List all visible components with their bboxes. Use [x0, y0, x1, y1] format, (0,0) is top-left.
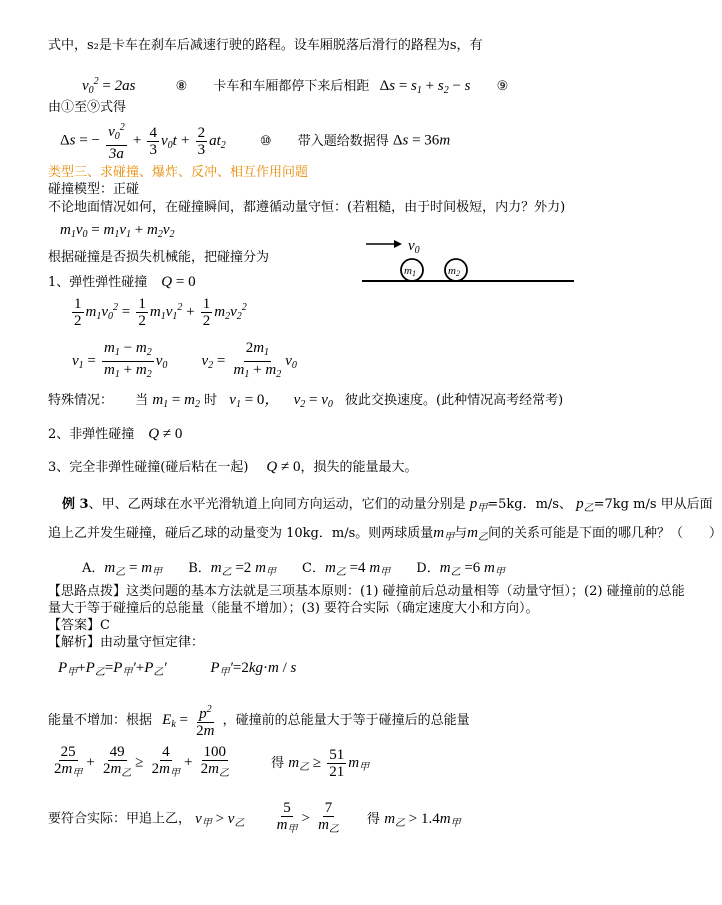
section-heading: 类型三、求碰撞、爆炸、反冲、相互作用问题 [48, 165, 309, 180]
analysis: 【解析】由动量守恒定律： [48, 635, 205, 650]
v0-label: $v_0$ [408, 238, 420, 256]
example-3-line-2: 追上乙并发生碰撞，碰后乙球的动量变为 10kg．m/s。则两球质量$m_甲$与$m_乙$间的关系可能是下面的哪几种？（ ） [48, 525, 722, 543]
eq8-number: ⑧ [175, 79, 188, 94]
equation-10: Δs = − $\frac{v_0^2}{3a}$ + $\frac{4}{3}$ $v_0t$ + $\frac{2}{3}$ $at_2$ ⑩ 带入题给数据得 Δs = 36m [60, 122, 451, 162]
hint-line-1: 【思路点拨】这类问题的基本方法就是三项基本原则：(1) 碰撞前后总动量相等（动量守恒）；(2) 碰撞前的总能 [48, 584, 685, 599]
momentum-equation: $m_1v_0 = m_1v_1 + m_2v_2$ [60, 222, 175, 240]
momentum-rule: 不论地面情况如何，在碰撞瞬间，都遵循动量守恒：(若粗糙，由于时间极短，内力？外力) [48, 200, 566, 215]
eq10-text: 带入题给数据得 [297, 133, 389, 149]
hint-line-2: 量大于等于碰撞后的总能量（能量不增加）；(3) 要符合实际（确定速度大小和方向）。 [48, 601, 539, 616]
energy-conservation-eq: $\frac{1}{2}$ $m_1v_0^2$ = $\frac{1}{2}$ $m_1v_1^2$ + $\frac{1}{2}$ $m_2v_2^2$ [74, 296, 247, 329]
text-line-1: 式中，s₂是卡车在刹车后减速行驶的路程。设车厢脱落后滑行的路程为s，有 [48, 38, 483, 53]
arrow-head-icon [394, 240, 402, 248]
inelastic-heading: 2、非弹性碰撞 Q ≠ 0 [48, 426, 183, 442]
collision-diagram [360, 234, 580, 294]
classify-text: 根据碰撞是否损失机械能，把碰撞分为 [48, 250, 270, 265]
m1-label: m1 [404, 265, 416, 278]
eq9-number: ⑨ [496, 79, 509, 94]
equation-8: $v_0^2 = 2as$ ⑧ 卡车和车厢都停下来后相距 $\Delta s = s_1 + s_2 - s$ ⑨ [82, 76, 509, 96]
eq10-number: ⑩ [259, 133, 272, 149]
energy-inequality: $\frac{25}{2m_甲}$ + $\frac{49}{2m_乙}$ ≥ $\frac{4}{2m_甲}$ + $\frac{100}{2m_乙}$ 得 $m_乙$ ≥ $\frac{51}{21}$ $m_甲$ [54, 744, 370, 780]
answer: 【答案】C [48, 618, 110, 633]
options: A．$m_乙 = m_甲$ B．$m_乙 =2$ $m_甲$ C．$m_乙 =4$ $m_甲$ D．$m_乙 =6$ $m_甲$ [82, 560, 505, 578]
velocity-results: $v_1$ = $\frac{m_1 - m_2}{m_1 + m_2}$ $v_0$ $v_2$ = $\frac{2m_1}{m_1 + m_2}$ $v_0$ [72, 340, 297, 380]
special-case: 特殊情况： 当 $m_1 = m_2$ 时 $v_1 = 0$， $v_2 = v_0$ 彼此交换速度。(此种情况高考经常考) [48, 392, 564, 410]
text-line-3: 由①至⑨式得 [48, 100, 127, 115]
perfect-inelastic-heading: 3、完全非弹性碰撞(碰后粘在一起) Q ≠ 0，损失的能量最大。 [48, 459, 418, 475]
momentum-sum-eq: $P_甲+P_乙=P_甲'+P_乙'$ $P_甲'=2kg\cdot m / s$ [58, 660, 297, 678]
eq8-text: 卡车和车厢都停下来后相距 [213, 79, 370, 94]
energy-line: 能量不增加：根据 $E_k$ = $\frac{p^2}{2m}$ ，碰撞前的总能量大于等于碰撞后的总能量 [48, 704, 470, 739]
m2-label: m2 [448, 265, 460, 278]
collision-model: 碰撞模型：正碰 [48, 182, 140, 197]
elastic-heading: 1、弹性弹性碰撞 Q = 0 [48, 274, 196, 290]
reality-line: 要符合实际：甲追上乙， $v_甲 > v_乙$ $\frac{5}{m_甲}$ > $\frac{7}{m_乙}$ 得 $m_乙 > 1.4m_甲$ [48, 800, 461, 835]
example-3-line-1: 例 3、甲、乙两球在水平光滑轨道上向同方向运动，它们的动量分别是 $p_甲=5kg$．m/s、 $p_乙=7kg$ m/s 甲从后面 [62, 496, 713, 514]
